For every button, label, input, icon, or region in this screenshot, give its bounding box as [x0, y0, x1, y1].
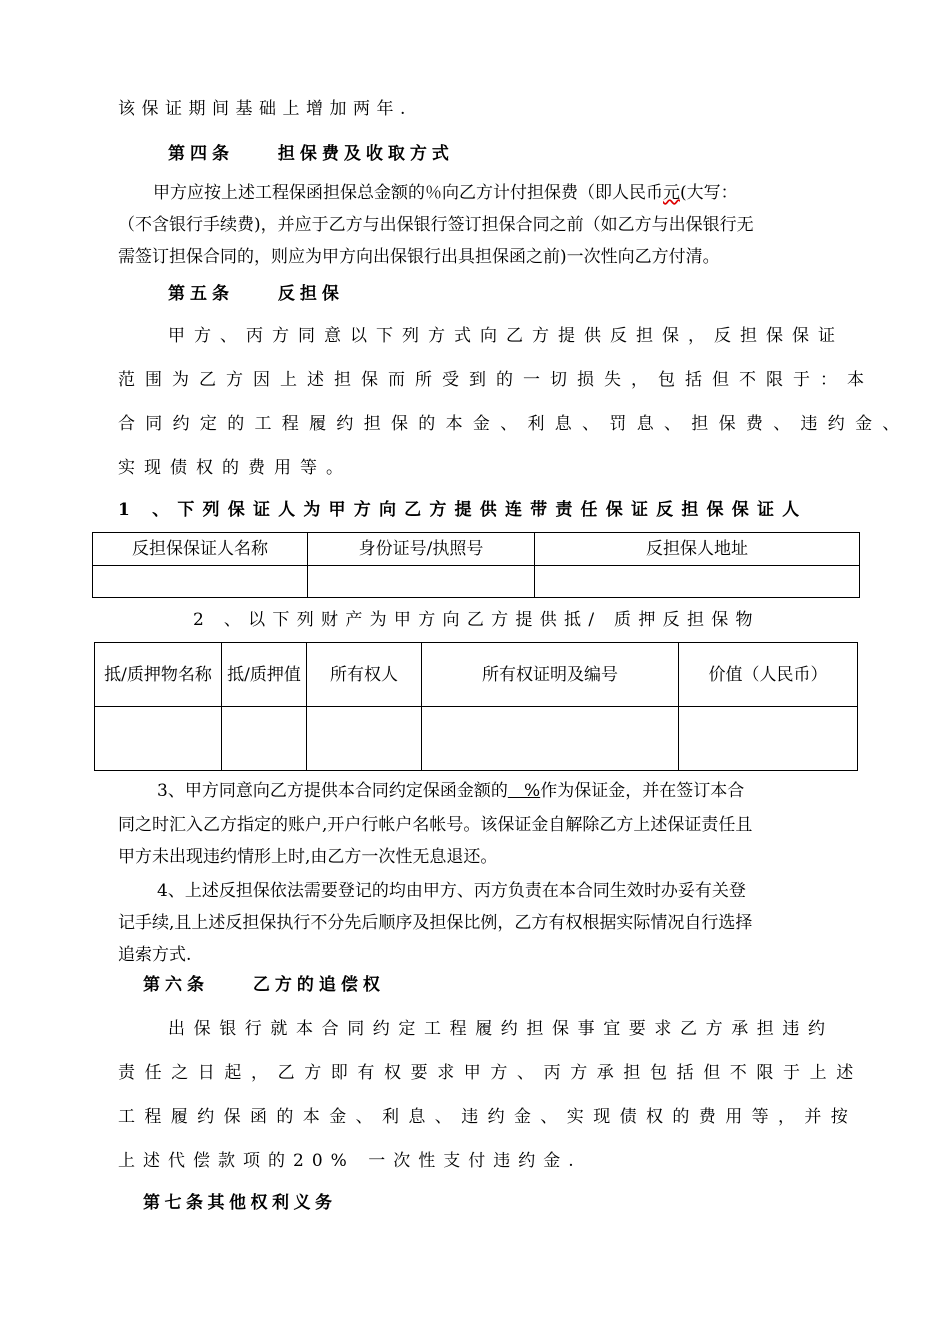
- article-title: 乙方的追偿权: [252, 975, 385, 995]
- article-4-heading: [168, 143, 454, 165]
- table-header: 价值（人民币）: [679, 643, 858, 707]
- text-span: 元: [663, 183, 680, 203]
- article-7-heading: 第七条其他权利义务: [143, 1193, 337, 1213]
- table-cell[interactable]: [422, 707, 679, 771]
- text-line: （不含银行手续费)，并应于乙方与出保银行签订担保合同之前（如乙方与出保银行无: [118, 215, 754, 235]
- table-cell[interactable]: [95, 707, 222, 771]
- table-header: 抵/质押值: [222, 643, 307, 707]
- guarantor-table: [92, 532, 860, 598]
- text-line: 需签订担保合同的，则应为甲方向出保银行出具担保函之前)一次性向乙方付清。: [118, 247, 720, 267]
- text-line: 出保银行就本合同约定工程履约担保事宜要求乙方承担违约: [168, 1019, 834, 1039]
- text-line: 工程履约保函的本金、利息、违约金、实现债权的费用等，并按: [118, 1107, 858, 1127]
- text-line: 合同约定的工程履约担保的本金、利息、罚息、担保费、违约金、: [118, 414, 910, 434]
- article-5-heading: [168, 283, 344, 305]
- table-cell[interactable]: [679, 707, 858, 771]
- text-line: 甲方、丙方同意以下列方式向乙方提供反担保，反担保保证: [168, 326, 844, 346]
- text-line: 上述代偿款项的20% 一次性支付违约金.: [118, 1151, 582, 1171]
- text-line: [153, 182, 738, 204]
- article-number: 第六条: [143, 975, 209, 995]
- deposit-percent-blank[interactable]: %: [507, 781, 541, 801]
- text-span: 作为保证金，并在签订本合: [540, 781, 745, 801]
- article-6-heading: [143, 974, 385, 996]
- table-header: 所有权证明及编号: [422, 643, 679, 707]
- text-line: 该保证期间基础上增加两年.: [118, 99, 412, 119]
- text-line: 记手续,且上述反担保执行不分先后顺序及担保比例，乙方有权根据实际情况自行选择: [118, 913, 753, 933]
- text-line: [157, 780, 744, 802]
- table-cell[interactable]: [308, 566, 535, 598]
- text-line: 实现债权的费用等。: [118, 458, 352, 478]
- text-span: 3、甲方同意向乙方提供本合同约定保函金额的: [157, 781, 508, 801]
- text-line: 甲方未出现违约情形上时,由乙方一次性无息退还。: [118, 847, 498, 867]
- text-line: 4、上述反担保依法需要登记的均由甲方、丙方负责在本合同生效时办妥有关登: [157, 881, 746, 901]
- table-cell[interactable]: [93, 566, 308, 598]
- section-1-heading: 1 、下列保证人为甲方向乙方提供连带责任保证反担保保证人: [118, 500, 808, 520]
- text-span: 甲方应按上述工程保函担保总金额的％向乙方计付担保费（即人民币: [153, 183, 663, 203]
- table-cell[interactable]: [535, 566, 860, 598]
- text-line: 责任之日起，乙方即有权要求甲方、丙方承担包括但不限于上述: [118, 1063, 863, 1083]
- text-line: 同之时汇入乙方指定的账户,开户行帐户名帐号。该保证金自解除乙方上述保证责任且: [118, 815, 753, 835]
- article-title: 反担保: [277, 284, 344, 304]
- table-header: 所有权人: [307, 643, 422, 707]
- table-header: 抵/质押物名称: [95, 643, 222, 707]
- table-header: 反担保人地址: [535, 533, 860, 566]
- table-cell[interactable]: [307, 707, 422, 771]
- article-number: 第四条: [168, 144, 234, 164]
- collateral-table: [94, 642, 858, 771]
- article-title: 担保费及收取方式: [277, 144, 454, 164]
- table-header: 身份证号/执照号: [308, 533, 535, 566]
- section-2-heading: 2 、以下列财产为甲方向乙方提供抵/ 质押反担保物: [193, 610, 760, 630]
- text-line: 范围为乙方因上述担保而所受到的一切损失，包括但不限于：本: [118, 370, 874, 390]
- text-span: (大写：: [680, 183, 738, 203]
- table-cell[interactable]: [222, 707, 307, 771]
- table-header: 反担保保证人名称: [93, 533, 308, 566]
- text-line: 追索方式.: [118, 945, 192, 965]
- article-number: 第五条: [168, 284, 234, 304]
